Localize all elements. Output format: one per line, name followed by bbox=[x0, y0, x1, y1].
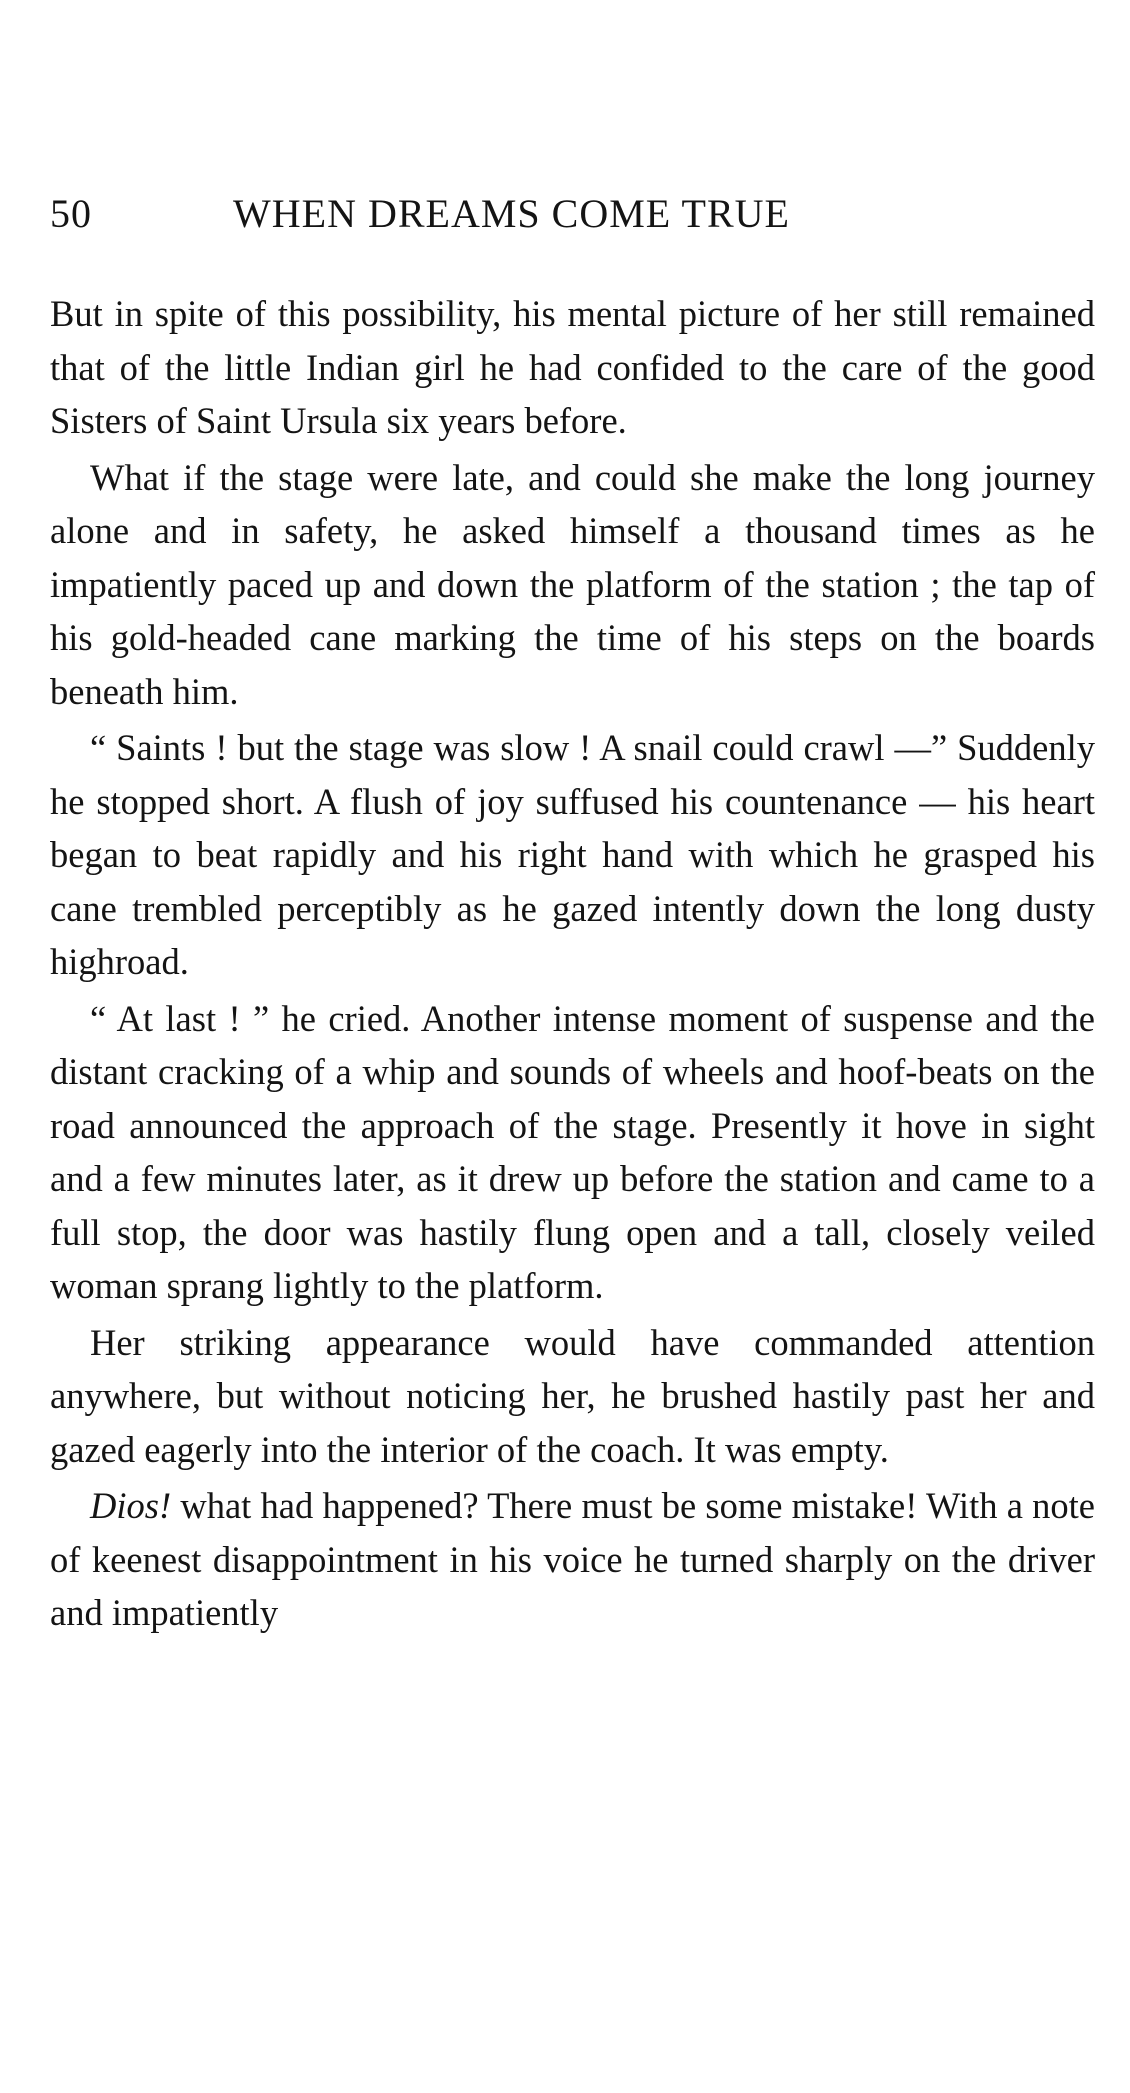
paragraph: But in spite of this possibility, his mental picture of her still remained that of the little Indian girl he had confided to the care of the good Sisters of Saint Ursula six years before. bbox=[50, 293, 1095, 441]
paragraph: “ At last ! ” he cried. Another intense moment of suspense and the distant cracking of a whip and sounds of wheels and hoof-beats on the road announced the approach of the stage. Presently it hove in sight and a few minutes later, as it drew up before the station and came to a full stop, the door was hastily flung open and a tall, closely veiled woman sprang lightly to the platform. bbox=[50, 997, 1095, 1306]
paragraph: What if the stage were late, and could she make the long journey alone and in safety, he asked himself a thousand times as he impatiently paced up and down the platform of the station ; the tap of his gold-headed cane marking the time of his steps on the boards beneath him. bbox=[50, 456, 1095, 712]
book-title: WHEN DREAMS COME TRUE bbox=[233, 191, 790, 236]
italic-exclamation: Dios! bbox=[90, 1485, 172, 1526]
paragraph: “ Saints ! but the stage was slow ! A snail could crawl —” Suddenly he stopped short. A flush of joy suffused his countenance — his heart began to beat rapidly and his right hand with which he grasped his cane trembled perceptibly as he gazed intently down the long dusty highroad. bbox=[50, 727, 1095, 982]
body-text bbox=[50, 287, 1095, 1640]
running-header bbox=[50, 190, 930, 242]
paragraph-text: what had happened? There must be some mistake! With a note of keenest disappointment in his voice he turned sharply on the driver and impatiently bbox=[50, 1485, 1095, 1633]
page-number: 50 bbox=[50, 191, 92, 236]
paragraph-last bbox=[50, 1479, 1095, 1640]
paragraph: Her striking appearance would have commanded attention anywhere, but without noticing her, he brushed hastily past her and gazed eagerly into the interior of the coach. It was empty. bbox=[50, 1321, 1095, 1470]
